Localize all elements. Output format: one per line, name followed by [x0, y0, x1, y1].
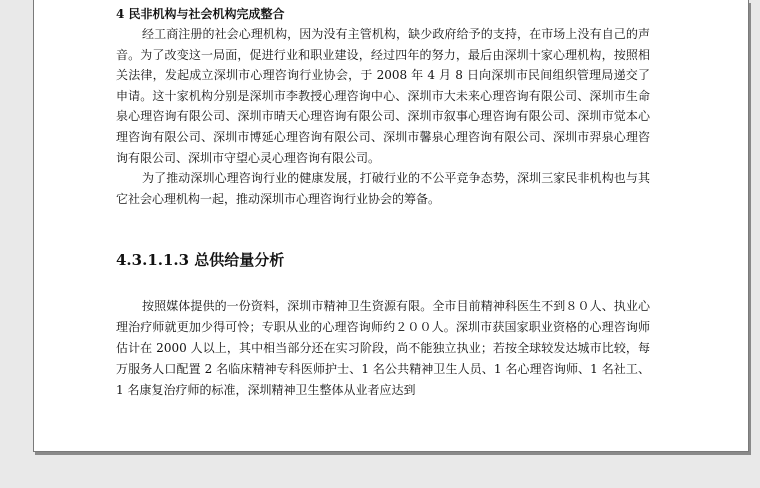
document-page	[33, 0, 749, 452]
body-paragraph: 按照媒体提供的一份资料，深圳市精神卫生资源有限。全市目前精神科医生不到８０人、执业心理治疗师就更加少得可怜；专职从业的心理咨询师约２００人。深圳市获国家职业资格的心理咨询师估计在 2000 人以上，其中相当部分还在实习阶段，尚不能独立执业；若按全球较发达城市比较，每万服务人口配置 2 名临床精神专科医师护士、1 名公共精神卫生人员、1 名心理咨询师、1 名社工、1 名康复治疗师的标准，深圳精神卫生整体从业者应达到	[116, 299, 650, 397]
page-content	[116, 4, 650, 397]
analysis-block	[116, 296, 650, 401]
body-paragraph: 为了推动深圳心理咨询行业的健康发展，打破行业的不公平竞争态势，深圳三家民非机构也与其它社会心理机构一起，推动深圳市心理咨询行业协会的筹备。	[116, 171, 650, 206]
body-paragraph: 经工商注册的社会心理机构，因为没有主管机构，缺少政府给予的支持，在市场上没有自己的声音。为了改变这一局面，促进行业和职业建设，经过四年的努力，最后由深圳十家心理机构，按照相关法律，发起成立深圳市心理咨询行业协会，于 2008 年 4 月 8 日向深圳市民间组织管理局递交了申请。这十家机构分别是深圳市李教授心理咨询中心、深圳市大未来心理咨询有限公司、深圳市生命泉心理咨询有限公司、深圳市晴天心理咨询有限公司、深圳市叙事心理咨询有限公司、深圳市觉本心理咨询有限公司、深圳市博延心理咨询有限公司、深圳市馨泉心理咨询有限公司、深圳市羿泉心理咨询有限公司、深圳市守望心灵心理咨询有限公司。	[116, 27, 650, 165]
section-subheading: 4 民非机构与社会机构完成整合	[116, 7, 285, 21]
section-heading: 4.3.1.1.3 总供给量分析	[116, 251, 285, 269]
